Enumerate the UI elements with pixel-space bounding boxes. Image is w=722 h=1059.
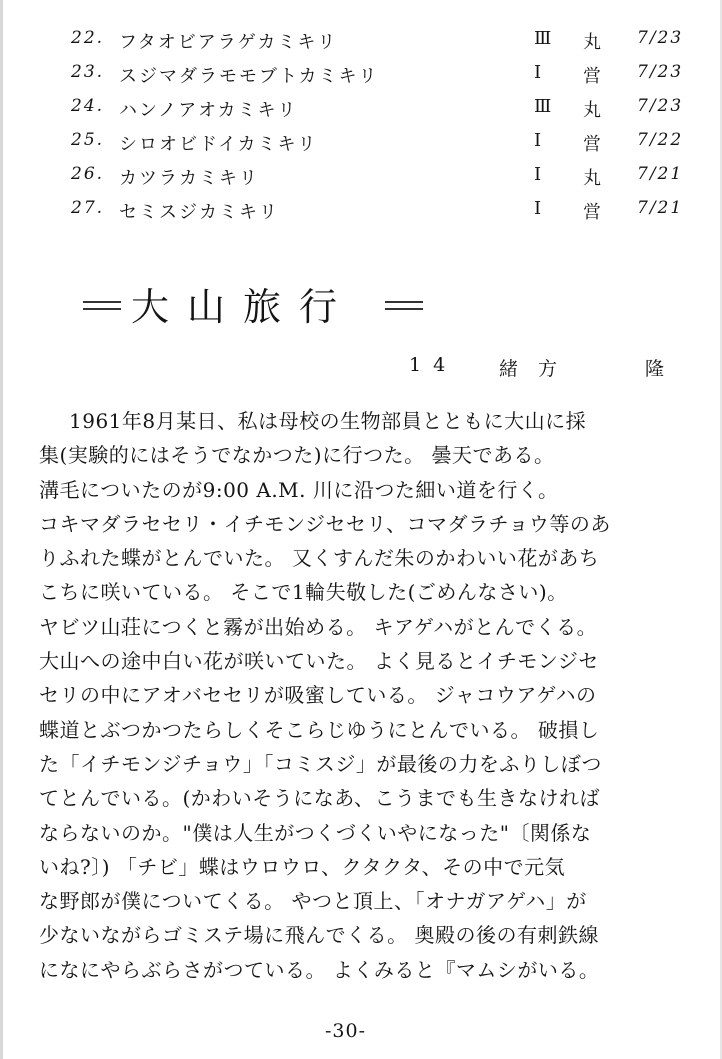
species-name: カツラカミキリ [119,168,259,189]
species-number: 25. [71,130,105,150]
species-number: 26. [71,164,105,184]
species-mark: 丸 [583,100,603,121]
title-rule-right [385,301,423,310]
species-number: 23. [71,62,105,82]
list-item [71,126,691,160]
species-number: 22. [71,28,105,48]
body-line: な野郎が僕についてくる。 やつと頂上、「オナガアゲハ」が [39,889,587,914]
body-line: 少ないながらゴミステ場に飛んでくる。 奥殿の後の有刺鉄線 [39,923,599,948]
body-line: てとんでいる。(かわいそうになあ、こうまでも生きなければ [39,786,601,811]
species-date: 7/23 [637,28,684,48]
author-surname: 緒方 [499,358,578,380]
body-line: 1961年8月某日、私は母校の生物部員とともに大山に採 [69,409,587,433]
species-mark: 営 [583,202,603,223]
author-given-name: 隆 [645,358,665,380]
species-date: 7/21 [637,164,684,184]
article-title: 大山旅行 [131,285,356,329]
species-list [71,24,691,228]
species-name: フタオビアラゲカミキリ [119,32,338,53]
body-line: 大山への途中白い花が咲いていた。 よく見るとイチモンジセ [39,649,599,674]
page-number: -30- [325,1020,367,1042]
species-name: セミスジカミキリ [119,202,279,223]
species-mark: 丸 [583,168,603,189]
species-mark: 営 [583,66,603,87]
body-line: こちに咲いている。 そこで1輪失敬した(ごめんなさい)。 [39,580,568,605]
species-grade: Ⅰ [534,130,544,151]
species-date: 7/23 [637,96,684,116]
species-date: 7/21 [637,198,684,218]
species-mark: 営 [583,134,603,155]
list-item [71,194,691,228]
body-line: た「イチモンジチョウ」「コミスジ」が最後の力をふりしぼつ [39,751,602,776]
list-item [71,92,691,126]
body-line: りふれた蝶がとんでいた。 又くすんだ朱のかわいい花があち [39,546,600,571]
species-date: 7/22 [637,130,684,150]
list-item [71,58,691,92]
species-name: スジマダラモモブトカミキリ [119,66,379,87]
list-item [71,24,691,58]
article-body [39,404,699,987]
body-line: ヤビツ山荘につくと霧が出始める。 キアゲハがとんでくる。 [39,614,598,639]
species-number: 24. [71,96,105,116]
list-item [71,160,691,194]
species-date: 7/23 [637,62,684,82]
species-grade: Ⅰ [534,62,544,83]
article-title-block [83,274,443,334]
body-line: セリの中にアオバセセリが吸蜜している。 ジャコウアゲハの [39,683,597,708]
species-name: ハンノアオカミキリ [119,100,298,121]
body-line: ならないのか。"僕は人生がつくづくいやになった"〔関係な [39,820,592,845]
species-grade: Ⅰ [534,198,544,219]
species-name: シロオビドイカミキリ [119,134,318,155]
title-rule-left [83,301,121,310]
species-grade: Ⅰ [534,164,544,185]
body-line: コキマダラセセリ・イチモンジセセリ、コマダラチョウ等のあ [39,511,611,536]
author-number: 14 [409,354,458,376]
species-number: 27. [71,198,105,218]
body-line: 溝毛についたのが9:00 A.M. 川に沿つた細い道を行く。 [39,477,559,502]
body-line: いね?〕) 「チビ」蝶はウロウロ、クタクタ、その中で元気 [39,854,566,879]
body-line: 蝶道とぶつかつたらしくそこらじゆうにとんでいる。 破損し [39,717,600,742]
body-line: 集(実験的にはそうでなかつた)に行つた。 曇天である。 [39,443,555,468]
species-grade: Ⅲ [534,28,554,49]
body-line: になにやらぶらさがつている。 よくみると『マムシがいる。 [39,957,600,982]
species-grade: Ⅲ [534,96,554,117]
species-mark: 丸 [583,32,603,53]
